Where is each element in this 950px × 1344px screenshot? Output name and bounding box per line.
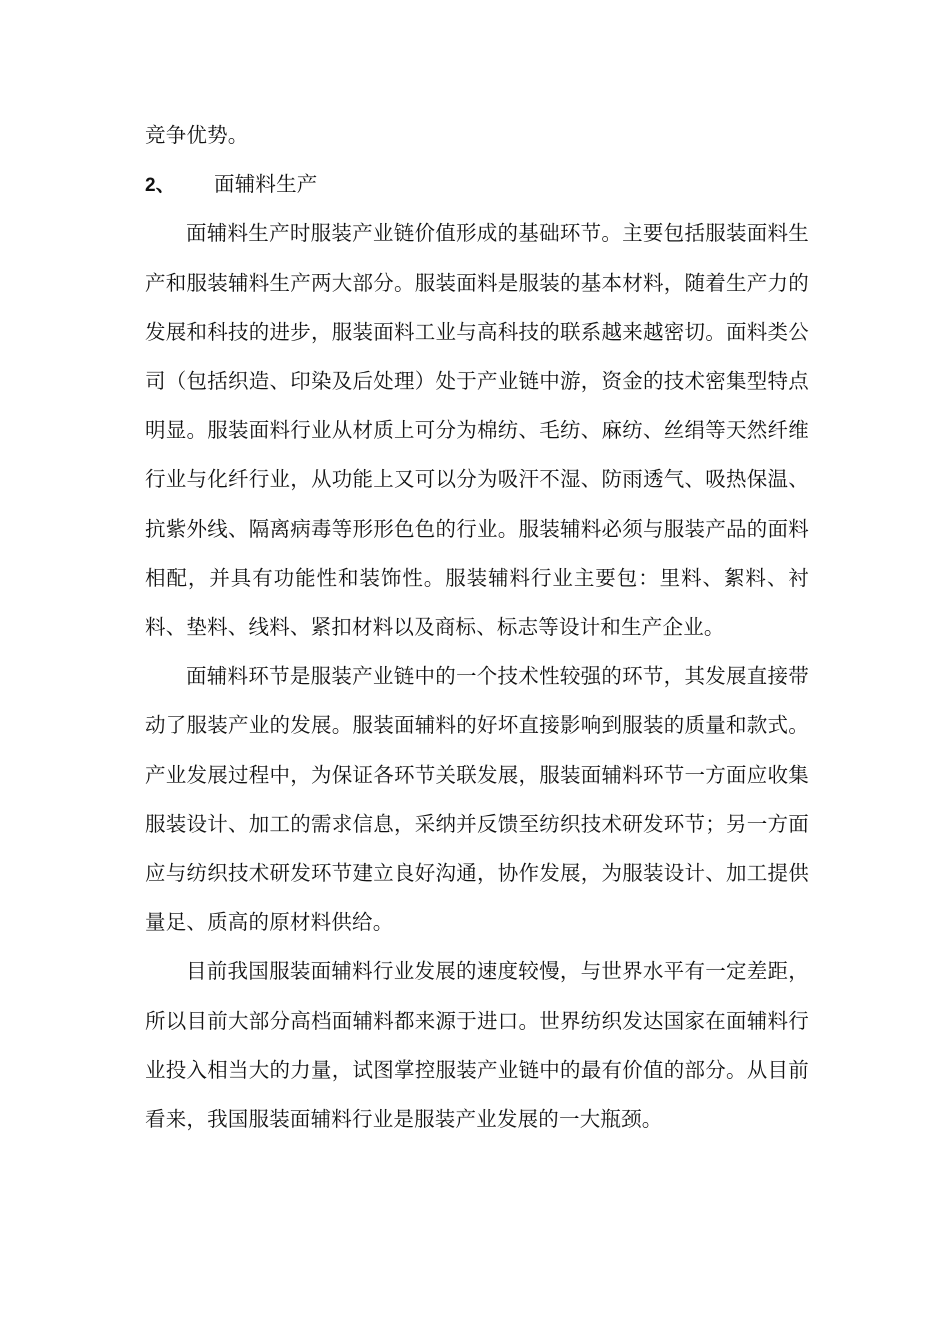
lead-fragment: 竞争优势。 [145, 123, 249, 147]
paragraph-3: 目前我国服装面辅料行业发展的速度较慢，与世界水平有一定差距，所以目前大部分高档面辅料都来源于进口。世界纺织发达国家在面辅料行业投入相当大的力量，试图掌控服装产业链中的最有价值的部分。从目前看来，我国服装面辅料行业是服装产业发展的一大瓶颈。 [145, 959, 809, 1132]
paragraph-2: 面辅料环节是服装产业链中的一个技术性较强的环节，其发展直接带动了服装产业的发展。服装面辅料的好坏直接影响到服装的质量和款式。产业发展过程中，为保证各环节关联发展，服装面辅料环节一方面应收集服装设计、加工的需求信息，采纳并反馈至纺织技术研发环节；另一方面应与纺织技术研发环节建立良好沟通，协作发展，为服装设计、加工提供量足、质高的原材料供给。 [145, 664, 809, 935]
section-title: 面辅料生产 [214, 172, 318, 197]
document-body [145, 111, 809, 1144]
section-number: 2、 [145, 175, 175, 197]
paragraph-1: 面辅料生产时服装产业链价值形成的基础环节。主要包括服装面料生产和服装辅料生产两大部分。服装面料是服装的基本材料，随着生产力的发展和科技的进步，服装面料工业与高科技的联系越来越密切。面料类公司（包括织造、印染及后处理）处于产业链中游，资金的技术密集型特点明显。服装面料行业从材质上可分为棉纺、毛纺、麻纺、丝绢等天然纤维行业与化纤行业，从功能上又可以分为吸汗不湿、防雨透气、吸热保温、抗紫外线、隔离病毒等形形色色的行业。服装辅料必须与服装产品的面料相配，并具有功能性和装饰性。服装辅料行业主要包：里料、絮料、衬料、垫料、线料、紧扣材料以及商标、标志等设计和生产企业。 [145, 221, 809, 640]
section-heading [145, 160, 809, 209]
